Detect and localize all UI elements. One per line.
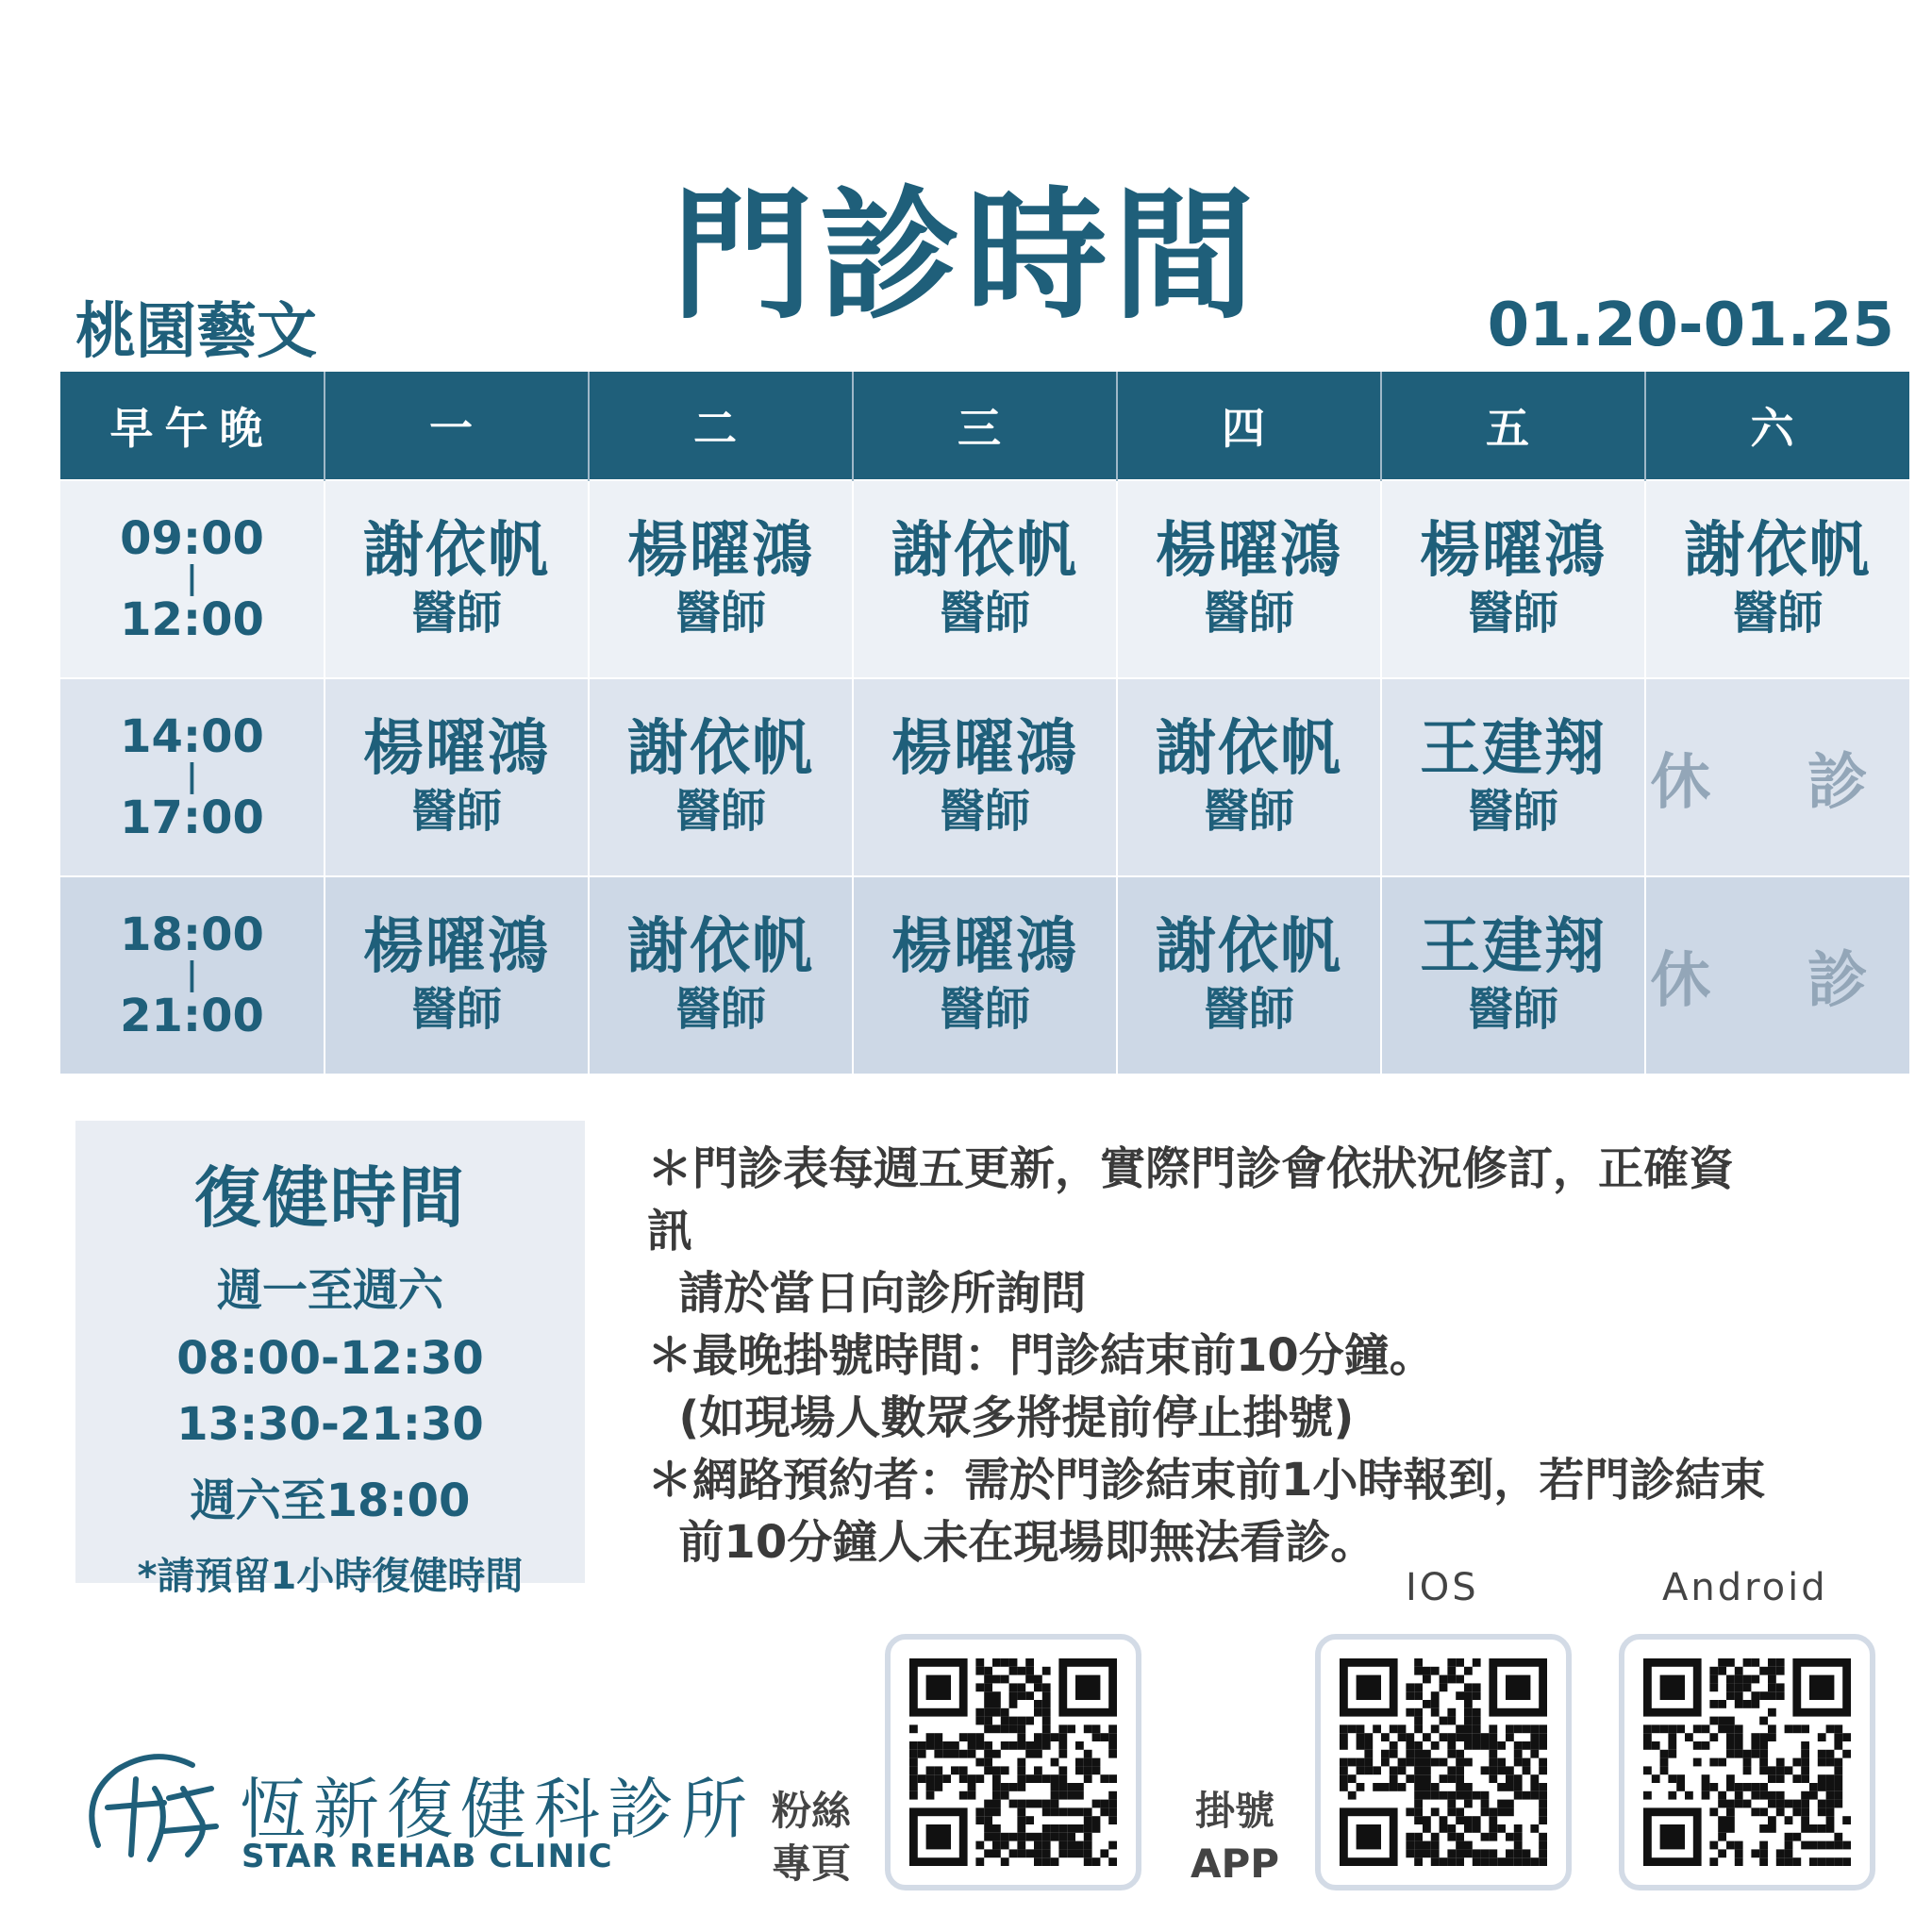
doctor-cell bbox=[1381, 480, 1645, 678]
notes-block bbox=[647, 1138, 1874, 1574]
time-start: 09:00 bbox=[120, 512, 264, 566]
doctor-title: 醫師 bbox=[410, 587, 502, 640]
schedule-row-morning bbox=[60, 480, 1909, 678]
doctor-name: 謝依帆 bbox=[363, 516, 550, 587]
booking-app-label bbox=[1191, 1785, 1279, 1890]
doctor-title: 醫師 bbox=[939, 983, 1030, 1036]
time-start: 14:00 bbox=[120, 710, 264, 764]
doctor-name: 楊曜鴻 bbox=[363, 912, 550, 983]
doctor-title: 醫師 bbox=[410, 983, 502, 1036]
rehab-afternoon: 13:30-21:30 bbox=[176, 1398, 484, 1451]
doctor-title: 醫師 bbox=[1203, 587, 1294, 640]
doctor-cell bbox=[325, 876, 589, 1074]
ios-qr-code[interactable] bbox=[1315, 1634, 1572, 1890]
time-cell bbox=[60, 678, 325, 876]
doctor-name: 謝依帆 bbox=[1156, 714, 1342, 785]
header-fri: 五 bbox=[1381, 372, 1645, 480]
doctor-cell bbox=[1645, 480, 1909, 678]
doctor-name: 謝依帆 bbox=[1684, 516, 1872, 587]
schedule-table bbox=[60, 372, 1909, 1074]
doctor-title: 醫師 bbox=[675, 983, 766, 1036]
time-cell bbox=[60, 480, 325, 678]
note-line: 前10分鐘人未在現場即無法看診。 bbox=[647, 1516, 1376, 1569]
closed-cell bbox=[1645, 876, 1909, 1074]
doctor-title: 醫師 bbox=[939, 587, 1030, 640]
rehab-hours-box bbox=[75, 1121, 585, 1598]
doctor-title: 醫師 bbox=[1732, 587, 1824, 640]
doctor-title: 醫師 bbox=[1203, 785, 1294, 838]
fans-page-qr-code[interactable] bbox=[885, 1634, 1141, 1890]
fans-label-line1: 粉絲 bbox=[772, 1788, 852, 1834]
app-label-line1: 掛號 bbox=[1195, 1788, 1275, 1834]
schedule-header-row bbox=[60, 372, 1909, 480]
doctor-title: 醫師 bbox=[939, 785, 1030, 838]
doctor-cell bbox=[1117, 678, 1381, 876]
time-end: 17:00 bbox=[120, 791, 264, 844]
page-title: 門診時間 bbox=[671, 175, 1260, 339]
date-range: 01.20-01.25 bbox=[1487, 291, 1894, 360]
doctor-cell bbox=[853, 480, 1117, 678]
doctor-name: 謝依帆 bbox=[627, 912, 814, 983]
note-line: ＊最晚掛號時間：門診結束前10分鐘。 bbox=[647, 1329, 1435, 1382]
schedule-row-evening bbox=[60, 876, 1909, 1074]
android-label: Android bbox=[1662, 1566, 1828, 1609]
doctor-title: 醫師 bbox=[1467, 983, 1558, 1036]
doctor-name: 謝依帆 bbox=[1156, 912, 1342, 983]
rehab-heading: 復健時間 bbox=[194, 1159, 466, 1237]
header-thu: 四 bbox=[1117, 372, 1381, 480]
doctor-title: 醫師 bbox=[675, 587, 766, 640]
qr-code-icon bbox=[1340, 1658, 1547, 1866]
doctor-title: 醫師 bbox=[1203, 983, 1294, 1036]
fans-label-line2: 專頁 bbox=[772, 1840, 852, 1887]
doctor-name: 謝依帆 bbox=[891, 516, 1078, 587]
clinic-name-chinese: 恆新復健科診所 bbox=[240, 1771, 755, 1848]
fans-page-label bbox=[772, 1785, 851, 1890]
doctor-title: 醫師 bbox=[410, 785, 502, 838]
closed-cell bbox=[1645, 678, 1909, 876]
time-separator: | bbox=[186, 559, 198, 598]
doctor-name: 楊曜鴻 bbox=[627, 516, 814, 587]
doctor-title: 醫師 bbox=[675, 785, 766, 838]
time-cell bbox=[60, 876, 325, 1074]
doctor-name: 王建翔 bbox=[1420, 714, 1607, 785]
doctor-cell bbox=[1117, 876, 1381, 1074]
branch-name: 桃園藝文 bbox=[75, 297, 317, 367]
doctor-cell bbox=[589, 480, 853, 678]
doctor-name: 楊曜鴻 bbox=[891, 912, 1078, 983]
rehab-days: 週一至週六 bbox=[216, 1264, 443, 1317]
doctor-cell bbox=[853, 678, 1117, 876]
header-time: 早午晚 bbox=[60, 372, 325, 480]
clinic-logo-icon bbox=[70, 1732, 230, 1892]
closed-label: 休 診 bbox=[1650, 748, 1906, 818]
note-line: 請於當日向診所詢問 bbox=[647, 1267, 1087, 1320]
doctor-name: 楊曜鴻 bbox=[891, 714, 1078, 785]
doctor-cell bbox=[1381, 678, 1645, 876]
doctor-cell bbox=[325, 678, 589, 876]
clinic-name-english: STAR REHAB CLINIC bbox=[242, 1838, 613, 1875]
schedule-row-afternoon bbox=[60, 678, 1909, 876]
time-end: 21:00 bbox=[120, 989, 264, 1042]
app-label-line2: APP bbox=[1191, 1840, 1280, 1887]
closed-label: 休 診 bbox=[1650, 946, 1906, 1016]
qr-code-icon bbox=[1643, 1658, 1851, 1866]
doctor-name: 王建翔 bbox=[1420, 912, 1607, 983]
note-line: (如現場人數眾多將提前停止掛號) bbox=[647, 1391, 1355, 1444]
time-start: 18:00 bbox=[120, 908, 264, 962]
qr-code-icon bbox=[909, 1658, 1117, 1866]
doctor-title: 醫師 bbox=[1467, 587, 1558, 640]
note-line: 訊 bbox=[647, 1205, 693, 1257]
doctor-name: 謝依帆 bbox=[627, 714, 814, 785]
rehab-morning: 08:00-12:30 bbox=[176, 1332, 484, 1385]
header-tue: 二 bbox=[589, 372, 853, 480]
doctor-title: 醫師 bbox=[1467, 785, 1558, 838]
header-sat: 六 bbox=[1645, 372, 1909, 480]
time-separator: | bbox=[186, 758, 198, 796]
doctor-name: 楊曜鴻 bbox=[363, 714, 550, 785]
android-qr-code[interactable] bbox=[1619, 1634, 1875, 1890]
time-end: 12:00 bbox=[120, 592, 264, 646]
ios-label: IOS bbox=[1406, 1566, 1479, 1609]
header-mon: 一 bbox=[325, 372, 589, 480]
doctor-name: 楊曜鴻 bbox=[1156, 516, 1342, 587]
note-line: ＊網路預約者：需於門診結束前1小時報到，若門診結束 bbox=[647, 1454, 1766, 1507]
header-wed: 三 bbox=[853, 372, 1117, 480]
rehab-note: *請預留1小時復健時間 bbox=[137, 1555, 524, 1598]
doctor-cell bbox=[1117, 480, 1381, 678]
time-separator: | bbox=[186, 956, 198, 994]
note-line: ＊門診表每週五更新，實際門診會依狀況修訂，正確資 bbox=[647, 1142, 1735, 1195]
doctor-cell bbox=[325, 480, 589, 678]
doctor-name: 楊曜鴻 bbox=[1420, 516, 1607, 587]
doctor-cell bbox=[589, 876, 853, 1074]
doctor-cell bbox=[1381, 876, 1645, 1074]
doctor-cell bbox=[589, 678, 853, 876]
rehab-saturday: 週六至18:00 bbox=[190, 1474, 471, 1527]
doctor-cell bbox=[853, 876, 1117, 1074]
